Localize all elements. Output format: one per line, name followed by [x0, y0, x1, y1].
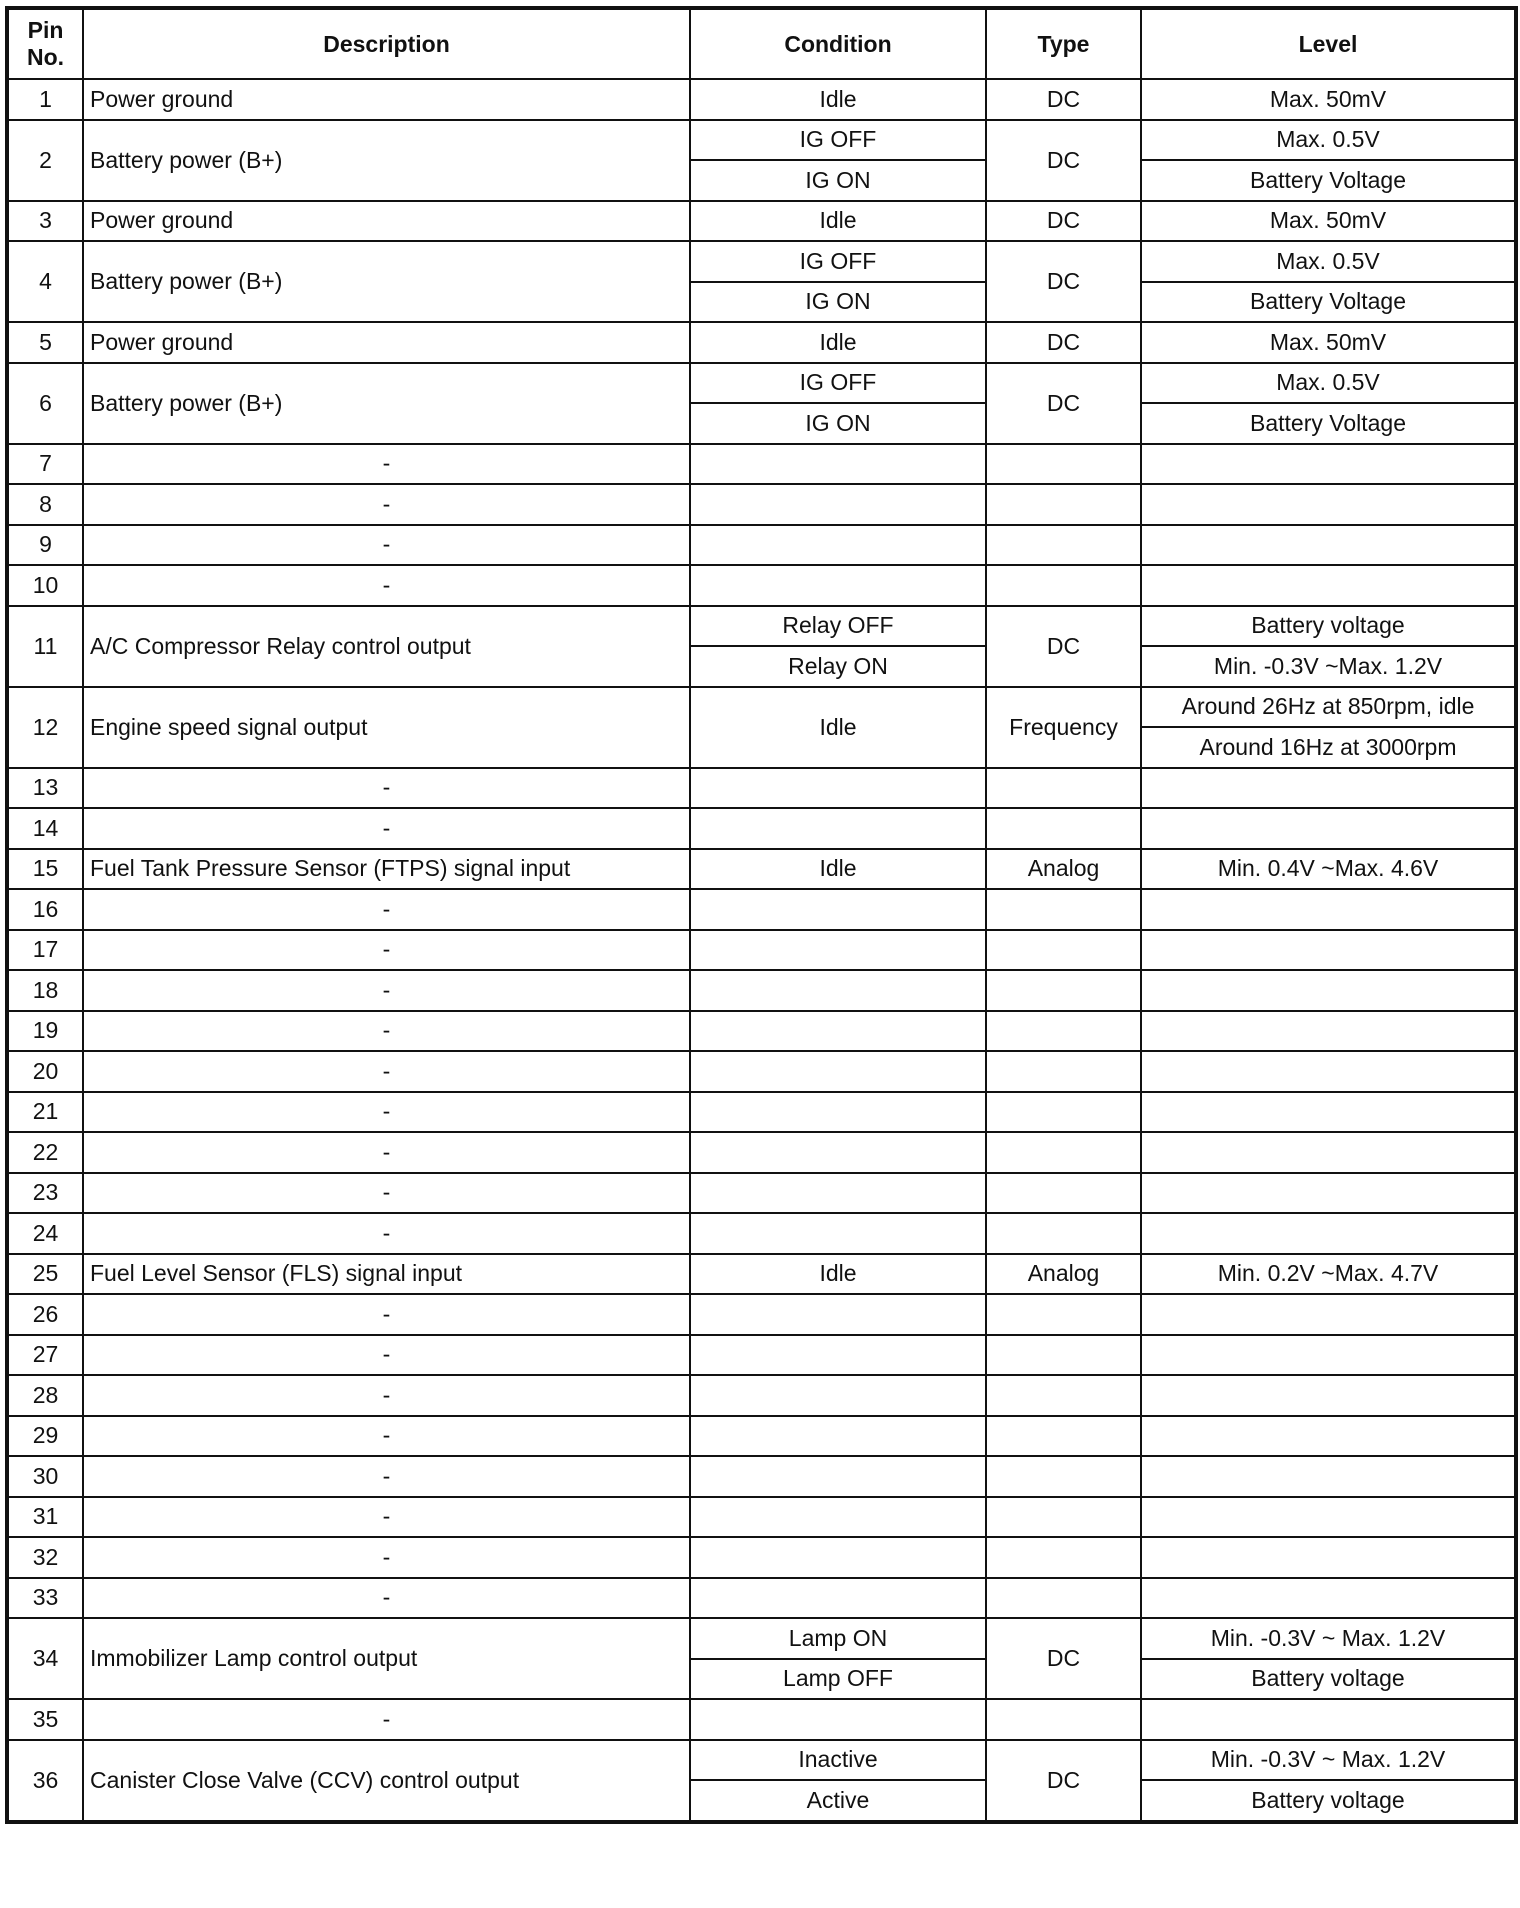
- condition-cell: [690, 1578, 986, 1619]
- condition-cell: Lamp OFF: [690, 1659, 986, 1700]
- pin-table-body: [7, 79, 1516, 1822]
- pin-number-cell: 9: [7, 525, 83, 566]
- condition-cell: [690, 1011, 986, 1052]
- table-row: [7, 1618, 1516, 1659]
- description-cell: -: [83, 1213, 690, 1254]
- level-cell: [1141, 1051, 1516, 1092]
- table-row: [7, 1173, 1516, 1214]
- type-cell: [986, 1578, 1141, 1619]
- table-row: [7, 1132, 1516, 1173]
- type-cell: [986, 768, 1141, 809]
- description-cell: Immobilizer Lamp control output: [83, 1618, 690, 1699]
- type-cell: DC: [986, 201, 1141, 242]
- description-cell: Power ground: [83, 201, 690, 242]
- type-cell: [986, 970, 1141, 1011]
- condition-cell: [690, 1375, 986, 1416]
- level-cell: Battery Voltage: [1141, 282, 1516, 323]
- pin-number-cell: 28: [7, 1375, 83, 1416]
- description-cell: -: [83, 930, 690, 971]
- description-cell: Engine speed signal output: [83, 687, 690, 768]
- pin-number-cell: 1: [7, 79, 83, 120]
- table-row: [7, 201, 1516, 242]
- description-cell: -: [83, 1699, 690, 1740]
- table-row: [7, 1699, 1516, 1740]
- description-cell: -: [83, 1294, 690, 1335]
- header-pin-no: Pin No.: [7, 8, 83, 79]
- pin-number-cell: 5: [7, 322, 83, 363]
- condition-cell: Idle: [690, 1254, 986, 1295]
- pin-number-cell: 2: [7, 120, 83, 201]
- pin-number-cell: 13: [7, 768, 83, 809]
- level-cell: [1141, 1416, 1516, 1457]
- table-row: [7, 606, 1516, 647]
- description-cell: -: [83, 1092, 690, 1133]
- pin-number-cell: 8: [7, 484, 83, 525]
- type-cell: [986, 1051, 1141, 1092]
- pin-number-cell: 17: [7, 930, 83, 971]
- table-row: [7, 525, 1516, 566]
- level-cell: Max. 0.5V: [1141, 120, 1516, 161]
- description-cell: -: [83, 1497, 690, 1538]
- pin-number-cell: 25: [7, 1254, 83, 1295]
- condition-cell: [690, 970, 986, 1011]
- description-cell: -: [83, 484, 690, 525]
- level-cell: [1141, 1132, 1516, 1173]
- condition-cell: [690, 1456, 986, 1497]
- description-cell: Power ground: [83, 79, 690, 120]
- level-cell: Around 16Hz at 3000rpm: [1141, 727, 1516, 768]
- type-cell: [986, 1456, 1141, 1497]
- condition-cell: IG ON: [690, 160, 986, 201]
- level-cell: [1141, 525, 1516, 566]
- condition-cell: IG ON: [690, 403, 986, 444]
- type-cell: Analog: [986, 1254, 1141, 1295]
- type-cell: DC: [986, 1740, 1141, 1822]
- level-cell: [1141, 1092, 1516, 1133]
- condition-cell: [690, 1092, 986, 1133]
- condition-cell: IG OFF: [690, 120, 986, 161]
- type-cell: [986, 1537, 1141, 1578]
- pin-number-cell: 4: [7, 241, 83, 322]
- pin-number-cell: 23: [7, 1173, 83, 1214]
- description-cell: Battery power (B+): [83, 120, 690, 201]
- description-cell: -: [83, 1375, 690, 1416]
- level-cell: [1141, 1011, 1516, 1052]
- level-cell: Min. -0.3V ~Max. 1.2V: [1141, 646, 1516, 687]
- type-cell: DC: [986, 120, 1141, 201]
- pin-number-cell: 31: [7, 1497, 83, 1538]
- condition-cell: [690, 1213, 986, 1254]
- condition-cell: Idle: [690, 687, 986, 768]
- type-cell: DC: [986, 322, 1141, 363]
- table-row: [7, 889, 1516, 930]
- table-row: [7, 970, 1516, 1011]
- pin-number-cell: 16: [7, 889, 83, 930]
- level-cell: [1141, 1456, 1516, 1497]
- table-row: [7, 1213, 1516, 1254]
- condition-cell: IG OFF: [690, 241, 986, 282]
- description-cell: -: [83, 1416, 690, 1457]
- condition-cell: Idle: [690, 849, 986, 890]
- level-cell: Battery voltage: [1141, 606, 1516, 647]
- level-cell: Min. -0.3V ~ Max. 1.2V: [1141, 1740, 1516, 1781]
- description-cell: -: [83, 565, 690, 606]
- type-cell: [986, 1497, 1141, 1538]
- type-cell: [986, 525, 1141, 566]
- condition-cell: Lamp ON: [690, 1618, 986, 1659]
- level-cell: Around 26Hz at 850rpm, idle: [1141, 687, 1516, 728]
- description-cell: -: [83, 1173, 690, 1214]
- table-row: [7, 1092, 1516, 1133]
- table-row: [7, 444, 1516, 485]
- level-cell: [1141, 808, 1516, 849]
- table-row: [7, 565, 1516, 606]
- condition-cell: [690, 1173, 986, 1214]
- pin-number-cell: 20: [7, 1051, 83, 1092]
- level-cell: Max. 50mV: [1141, 322, 1516, 363]
- pin-number-cell: 22: [7, 1132, 83, 1173]
- type-cell: [986, 1416, 1141, 1457]
- level-cell: Max. 50mV: [1141, 79, 1516, 120]
- level-cell: [1141, 768, 1516, 809]
- header-row: [7, 8, 1516, 79]
- condition-cell: [690, 484, 986, 525]
- level-cell: Battery Voltage: [1141, 403, 1516, 444]
- table-row: [7, 1578, 1516, 1619]
- type-cell: Analog: [986, 849, 1141, 890]
- table-row: [7, 1254, 1516, 1295]
- type-cell: [986, 889, 1141, 930]
- level-cell: [1141, 1173, 1516, 1214]
- table-row: [7, 1335, 1516, 1376]
- level-cell: [1141, 970, 1516, 1011]
- pin-number-cell: 35: [7, 1699, 83, 1740]
- pin-number-cell: 12: [7, 687, 83, 768]
- type-cell: [986, 1294, 1141, 1335]
- type-cell: Frequency: [986, 687, 1141, 768]
- pin-table: [5, 6, 1518, 1824]
- type-cell: DC: [986, 1618, 1141, 1699]
- table-row: [7, 484, 1516, 525]
- description-cell: -: [83, 1456, 690, 1497]
- type-cell: [986, 1092, 1141, 1133]
- pin-number-cell: 29: [7, 1416, 83, 1457]
- table-row: [7, 1375, 1516, 1416]
- pin-number-cell: 30: [7, 1456, 83, 1497]
- table-row: [7, 1416, 1516, 1457]
- table-row: [7, 768, 1516, 809]
- level-cell: [1141, 1213, 1516, 1254]
- type-cell: [986, 1213, 1141, 1254]
- table-row: [7, 849, 1516, 890]
- type-cell: [986, 565, 1141, 606]
- description-cell: -: [83, 889, 690, 930]
- pin-number-cell: 26: [7, 1294, 83, 1335]
- level-cell: Max. 50mV: [1141, 201, 1516, 242]
- table-row: [7, 1051, 1516, 1092]
- condition-cell: IG ON: [690, 282, 986, 323]
- description-cell: -: [83, 768, 690, 809]
- type-cell: DC: [986, 363, 1141, 444]
- table-row: [7, 1740, 1516, 1781]
- condition-cell: Idle: [690, 79, 986, 120]
- condition-cell: [690, 808, 986, 849]
- condition-cell: Active: [690, 1780, 986, 1822]
- type-cell: [986, 444, 1141, 485]
- condition-cell: [690, 1497, 986, 1538]
- pin-number-cell: 27: [7, 1335, 83, 1376]
- pin-table-container: [5, 6, 1514, 1824]
- condition-cell: [690, 768, 986, 809]
- level-cell: Max. 0.5V: [1141, 241, 1516, 282]
- pin-number-cell: 6: [7, 363, 83, 444]
- type-cell: [986, 484, 1141, 525]
- condition-cell: Idle: [690, 322, 986, 363]
- level-cell: [1141, 1335, 1516, 1376]
- table-row: [7, 79, 1516, 120]
- type-cell: [986, 930, 1141, 971]
- pin-number-cell: 14: [7, 808, 83, 849]
- table-row: [7, 120, 1516, 161]
- condition-cell: [690, 565, 986, 606]
- header-condition: Condition: [690, 8, 986, 79]
- level-cell: Max. 0.5V: [1141, 363, 1516, 404]
- description-cell: A/C Compressor Relay control output: [83, 606, 690, 687]
- level-cell: [1141, 1699, 1516, 1740]
- level-cell: [1141, 930, 1516, 971]
- description-cell: Fuel Tank Pressure Sensor (FTPS) signal input: [83, 849, 690, 890]
- level-cell: Battery voltage: [1141, 1780, 1516, 1822]
- pin-number-cell: 18: [7, 970, 83, 1011]
- level-cell: [1141, 444, 1516, 485]
- level-cell: Battery Voltage: [1141, 160, 1516, 201]
- type-cell: [986, 1375, 1141, 1416]
- condition-cell: Relay OFF: [690, 606, 986, 647]
- header-type: Type: [986, 8, 1141, 79]
- condition-cell: [690, 1537, 986, 1578]
- condition-cell: [690, 444, 986, 485]
- condition-cell: Idle: [690, 201, 986, 242]
- pin-number-cell: 24: [7, 1213, 83, 1254]
- pin-number-cell: 19: [7, 1011, 83, 1052]
- table-row: [7, 241, 1516, 282]
- level-cell: [1141, 484, 1516, 525]
- pin-number-cell: 34: [7, 1618, 83, 1699]
- description-cell: -: [83, 525, 690, 566]
- condition-cell: Inactive: [690, 1740, 986, 1781]
- condition-cell: [690, 889, 986, 930]
- table-row: [7, 687, 1516, 728]
- type-cell: [986, 808, 1141, 849]
- header-level: Level: [1141, 8, 1516, 79]
- level-cell: Min. 0.4V ~Max. 4.6V: [1141, 849, 1516, 890]
- type-cell: [986, 1011, 1141, 1052]
- description-cell: -: [83, 1051, 690, 1092]
- description-cell: Canister Close Valve (CCV) control output: [83, 1740, 690, 1822]
- level-cell: [1141, 1497, 1516, 1538]
- pin-number-cell: 21: [7, 1092, 83, 1133]
- type-cell: DC: [986, 606, 1141, 687]
- description-cell: -: [83, 1335, 690, 1376]
- table-row: [7, 1456, 1516, 1497]
- level-cell: Min. 0.2V ~Max. 4.7V: [1141, 1254, 1516, 1295]
- pin-number-cell: 7: [7, 444, 83, 485]
- condition-cell: IG OFF: [690, 363, 986, 404]
- condition-cell: [690, 1699, 986, 1740]
- condition-cell: [690, 930, 986, 971]
- condition-cell: [690, 1294, 986, 1335]
- level-cell: Battery voltage: [1141, 1659, 1516, 1700]
- condition-cell: [690, 1132, 986, 1173]
- table-row: [7, 363, 1516, 404]
- level-cell: [1141, 1294, 1516, 1335]
- description-cell: Battery power (B+): [83, 241, 690, 322]
- description-cell: -: [83, 1578, 690, 1619]
- type-cell: DC: [986, 241, 1141, 322]
- table-row: [7, 1537, 1516, 1578]
- type-cell: [986, 1132, 1141, 1173]
- condition-cell: [690, 525, 986, 566]
- description-cell: Fuel Level Sensor (FLS) signal input: [83, 1254, 690, 1295]
- level-cell: [1141, 1537, 1516, 1578]
- condition-cell: Relay ON: [690, 646, 986, 687]
- condition-cell: [690, 1416, 986, 1457]
- table-row: [7, 808, 1516, 849]
- description-cell: -: [83, 970, 690, 1011]
- type-cell: [986, 1335, 1141, 1376]
- condition-cell: [690, 1051, 986, 1092]
- table-row: [7, 322, 1516, 363]
- condition-cell: [690, 1335, 986, 1376]
- description-cell: Battery power (B+): [83, 363, 690, 444]
- type-cell: [986, 1699, 1141, 1740]
- pin-number-cell: 3: [7, 201, 83, 242]
- pin-number-cell: 33: [7, 1578, 83, 1619]
- pin-number-cell: 10: [7, 565, 83, 606]
- pin-number-cell: 36: [7, 1740, 83, 1822]
- description-cell: -: [83, 808, 690, 849]
- description-cell: -: [83, 444, 690, 485]
- description-cell: -: [83, 1537, 690, 1578]
- level-cell: [1141, 1578, 1516, 1619]
- level-cell: [1141, 565, 1516, 606]
- pin-number-cell: 11: [7, 606, 83, 687]
- type-cell: DC: [986, 79, 1141, 120]
- type-cell: [986, 1173, 1141, 1214]
- pin-number-cell: 32: [7, 1537, 83, 1578]
- table-row: [7, 1011, 1516, 1052]
- header-description: Description: [83, 8, 690, 79]
- description-cell: -: [83, 1132, 690, 1173]
- table-row: [7, 930, 1516, 971]
- level-cell: [1141, 889, 1516, 930]
- table-row: [7, 1294, 1516, 1335]
- description-cell: -: [83, 1011, 690, 1052]
- description-cell: Power ground: [83, 322, 690, 363]
- level-cell: [1141, 1375, 1516, 1416]
- table-row: [7, 1497, 1516, 1538]
- pin-number-cell: 15: [7, 849, 83, 890]
- level-cell: Min. -0.3V ~ Max. 1.2V: [1141, 1618, 1516, 1659]
